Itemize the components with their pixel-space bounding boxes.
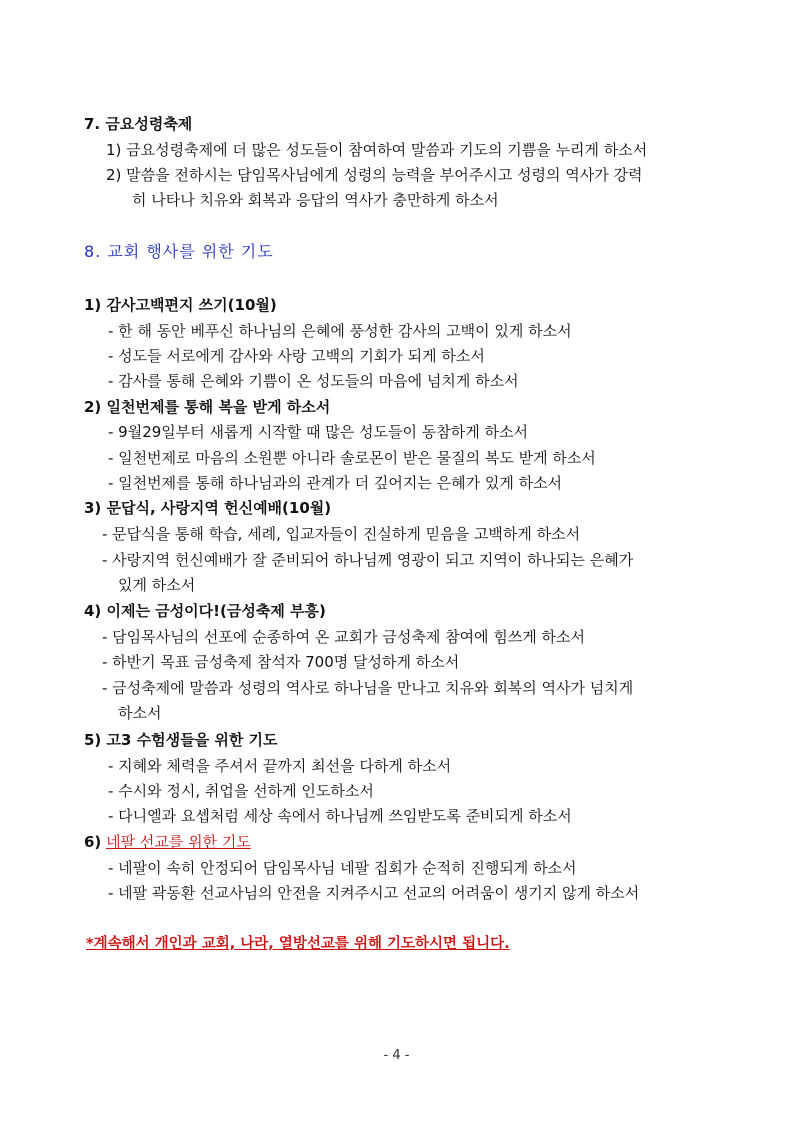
section-7-item-1: 1) 금요성령축제에 더 많은 성도들이 참여하여 말씀과 기도의 기쁨을 누리게 하소서 (106, 141, 648, 159)
sub-3-item: - 사랑지역 헌신예배가 잘 준비되어 하나님께 영광이 되고 지역이 하나되는 은혜가 (102, 551, 634, 569)
sub-5-item: - 수시와 정시, 취업을 선하게 인도하소서 (108, 782, 374, 800)
section-7-item-2-cont: 히 나타나 치유와 회복과 응답의 역사가 충만하게 하소서 (132, 191, 499, 209)
section-7-heading: 7. 금요성령축제 (84, 115, 193, 133)
sub-4-item: - 하반기 목표 금성축제 참석자 700명 달성하게 하소서 (102, 653, 460, 671)
sub-2-item: - 일천번제로 마음의 소원뿐 아니라 솔로몬이 받은 물질의 복도 받게 하소서 (108, 449, 596, 467)
sub-6-title: 네팔 선교를 위한 기도 (106, 833, 251, 851)
sub-2-title: 2) 일천번제를 통해 복을 받게 하소서 (84, 398, 331, 416)
sub-4-item-cont: 하소서 (118, 704, 162, 722)
sub-3-title: 3) 문답식, 사랑지역 헌신예배(10월) (84, 499, 332, 517)
sub-3-item: - 문답식을 통해 학습, 세례, 입교자들이 진실하게 믿음을 고백하게 하소서 (102, 525, 581, 543)
sub-4-title: 4) 이제는 금성이다!(금성축제 부흥) (84, 602, 326, 620)
sub-1-item: - 감사를 통해 은혜와 기쁨이 온 성도들의 마음에 넘치게 하소서 (108, 372, 519, 390)
sub-6-item: - 네팔 곽동환 선교사님의 안전을 지켜주시고 선교의 어려움이 생기지 않게 하소서 (108, 884, 640, 902)
sub-4-item: - 담임목사님의 선포에 순종하여 온 교회가 금성축제 참여에 힘쓰게 하소서 (102, 628, 586, 646)
sub-2-item: - 일천번제를 통해 하나님과의 관계가 더 깊어지는 은혜가 있게 하소서 (108, 474, 563, 492)
sub-5-item: - 지혜와 체력을 주셔서 끝까지 최선을 다하게 하소서 (108, 757, 452, 775)
section-7-item-2: 2) 말씀을 전하시는 담임목사님에게 성령의 능력을 부어주시고 성령의 역사가 강력 (106, 166, 643, 184)
page-number: - 4 - (383, 1048, 410, 1063)
sub-5-item: - 다니엘과 요셉처럼 세상 속에서 하나님께 쓰임받도록 준비되게 하소서 (108, 807, 572, 825)
section-8-heading: 8. 교회 행사를 위한 기도 (84, 242, 274, 261)
sub-2-item: - 9월29일부터 새롭게 시작할 때 많은 성도들이 동참하게 하소서 (108, 423, 528, 441)
sub-4-item: - 금성축제에 말씀과 성령의 역사로 하나님을 만나고 치유와 회복의 역사가 넘치게 (102, 679, 634, 697)
sub-1-item: - 한 해 동안 베푸신 하나님의 은혜에 풍성한 감사의 고백이 있게 하소서 (108, 322, 572, 340)
sub-1-item: - 성도들 서로에게 감사와 사랑 고백의 기회가 되게 하소서 (108, 347, 485, 365)
sub-6-item: - 네팔이 속히 안정되어 담임목사님 네팔 집회가 순적히 진행되게 하소서 (108, 859, 577, 877)
sub-5-title: 5) 고3 수험생들을 위한 기도 (84, 731, 278, 749)
sub-6-number: 6) (84, 833, 102, 851)
sub-1-title: 1) 감사고백편지 쓰기(10월) (84, 296, 277, 314)
footer-note: *계속해서 개인과 교회, 나라, 열방선교를 위해 기도하시면 됩니다. (86, 936, 510, 952)
sub-6-title-row (84, 832, 251, 852)
sub-3-item-cont: 있게 하소서 (118, 576, 196, 594)
